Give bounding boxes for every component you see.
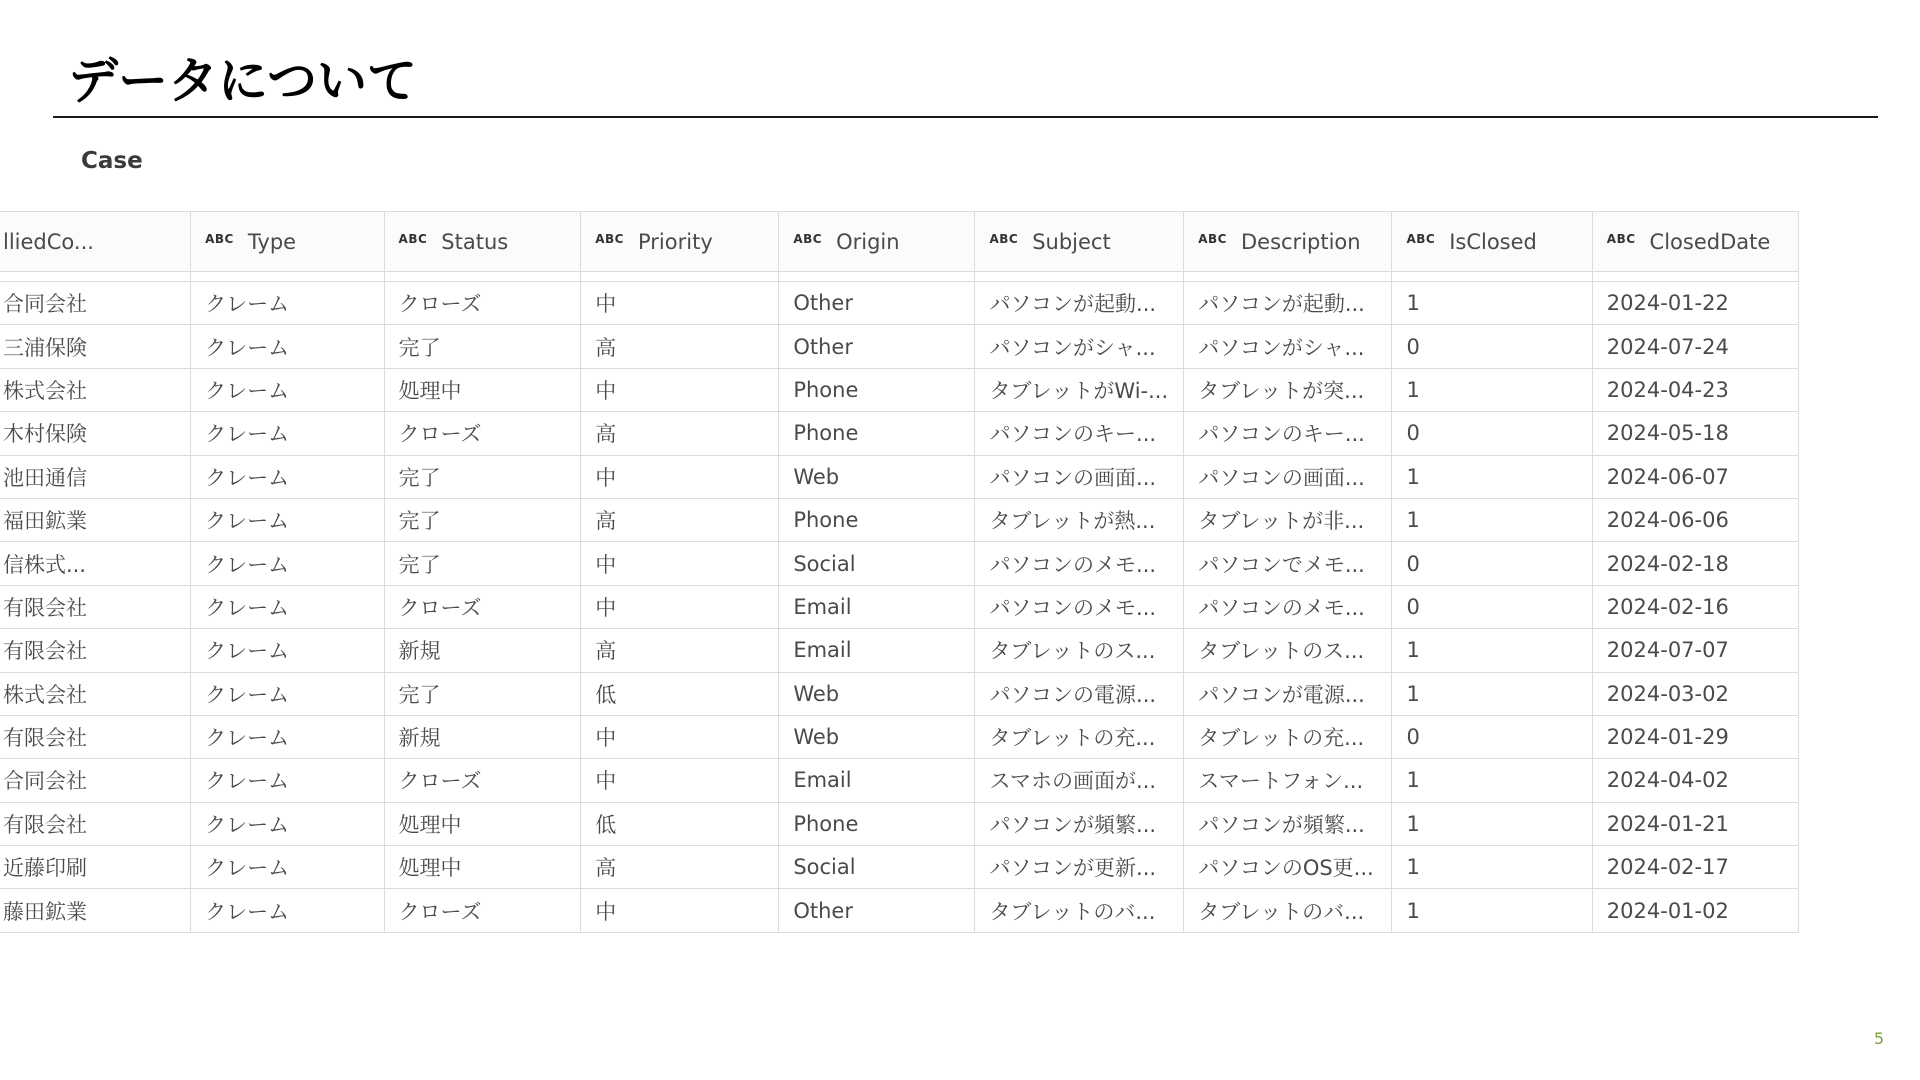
table-cell[interactable]: 中 bbox=[581, 455, 779, 498]
table-cell[interactable]: 処理中 bbox=[384, 368, 581, 411]
table-cell[interactable]: Social bbox=[779, 846, 975, 889]
table-cell[interactable]: 0 bbox=[1392, 585, 1592, 628]
table-cell[interactable]: タブレットが非... bbox=[1184, 498, 1392, 541]
table-caption: Case bbox=[81, 148, 143, 174]
text-type-icon: ABC bbox=[1198, 231, 1227, 246]
header-spacer bbox=[1392, 272, 1592, 282]
table-row[interactable] bbox=[0, 759, 1799, 802]
table-cell[interactable]: パソコンのOS更... bbox=[1184, 846, 1392, 889]
table-cell[interactable]: 処理中 bbox=[384, 802, 581, 845]
table-cell[interactable]: 0 bbox=[1392, 325, 1592, 368]
table-cell[interactable]: タブレットのバ... bbox=[975, 889, 1184, 932]
table-cell[interactable]: クレーム bbox=[191, 629, 384, 672]
table-cell[interactable]: パソコンのメモ... bbox=[975, 542, 1184, 585]
table-cell[interactable]: パソコンの画面... bbox=[975, 455, 1184, 498]
table-cell[interactable]: クレーム bbox=[191, 542, 384, 585]
column-header-4[interactable] bbox=[779, 212, 975, 272]
table-cell[interactable]: 近藤印刷 bbox=[0, 846, 191, 889]
table-cell[interactable]: 1 bbox=[1392, 368, 1592, 411]
table-cell[interactable]: クローズ bbox=[384, 585, 581, 628]
table-cell[interactable]: Phone bbox=[779, 498, 975, 541]
table-cell[interactable]: 2024-01-22 bbox=[1592, 282, 1798, 325]
text-type-icon: ABC bbox=[793, 231, 823, 246]
header-spacer bbox=[581, 272, 779, 282]
table-cell[interactable]: 1 bbox=[1392, 846, 1592, 889]
table-cell[interactable]: 株式会社 bbox=[0, 368, 191, 411]
table-cell[interactable]: Other bbox=[779, 325, 975, 368]
text-type-icon: ABC bbox=[595, 231, 624, 246]
table-cell[interactable]: パソコンが起動... bbox=[1184, 282, 1392, 325]
table-cell[interactable]: 完了 bbox=[384, 325, 581, 368]
column-header-label: Origin bbox=[836, 229, 900, 254]
column-header-label: IsClosed bbox=[1449, 229, 1537, 254]
table-cell[interactable]: 池田通信 bbox=[0, 455, 191, 498]
table-cell[interactable]: Phone bbox=[779, 412, 975, 455]
table-cell[interactable]: Email bbox=[779, 629, 975, 672]
table-cell[interactable]: パソコンのメモ... bbox=[975, 585, 1184, 628]
table-cell[interactable]: クレーム bbox=[191, 802, 384, 845]
table-cell[interactable]: 2024-07-07 bbox=[1592, 629, 1798, 672]
table-cell[interactable]: 1 bbox=[1392, 672, 1592, 715]
table-cell[interactable]: 高 bbox=[581, 629, 779, 672]
table-cell[interactable]: 1 bbox=[1392, 455, 1592, 498]
table-cell[interactable]: 低 bbox=[581, 802, 779, 845]
table-cell[interactable]: 2024-02-17 bbox=[1592, 846, 1798, 889]
table-cell[interactable]: Web bbox=[779, 455, 975, 498]
table-cell[interactable]: クローズ bbox=[384, 412, 581, 455]
header-spacer bbox=[975, 272, 1184, 282]
title-divider bbox=[53, 116, 1878, 118]
table-cell[interactable]: Web bbox=[779, 672, 975, 715]
table-cell[interactable]: 高 bbox=[581, 325, 779, 368]
table-cell[interactable]: パソコンがシャ... bbox=[1184, 325, 1392, 368]
table-cell[interactable]: 2024-01-21 bbox=[1592, 802, 1798, 845]
table-cell[interactable]: 合同会社 bbox=[0, 282, 191, 325]
table-cell[interactable]: クレーム bbox=[191, 325, 384, 368]
table-row[interactable] bbox=[0, 715, 1799, 758]
table-cell[interactable]: 2024-02-18 bbox=[1592, 542, 1798, 585]
table-cell[interactable]: パソコンの画面... bbox=[1184, 455, 1392, 498]
table-cell[interactable]: クレーム bbox=[191, 585, 384, 628]
text-type-icon: ABC bbox=[989, 231, 1019, 246]
table-cell[interactable]: Email bbox=[779, 585, 975, 628]
table-row[interactable] bbox=[0, 455, 1799, 498]
table-cell[interactable]: クローズ bbox=[384, 759, 581, 802]
column-header-1[interactable] bbox=[191, 212, 384, 272]
column-header-5[interactable] bbox=[975, 212, 1184, 272]
table-cell[interactable]: クレーム bbox=[191, 846, 384, 889]
table-cell[interactable]: Social bbox=[779, 542, 975, 585]
table-cell[interactable]: 低 bbox=[581, 672, 779, 715]
table-cell[interactable]: パソコンのメモ... bbox=[1184, 585, 1392, 628]
column-header-2[interactable] bbox=[384, 212, 581, 272]
table-row[interactable] bbox=[0, 802, 1799, 845]
table-cell[interactable]: 2024-01-02 bbox=[1592, 889, 1798, 932]
grid-body bbox=[0, 282, 1799, 933]
table-cell[interactable]: タブレットの充... bbox=[975, 715, 1184, 758]
table-cell[interactable]: 2024-06-06 bbox=[1592, 498, 1798, 541]
table-row[interactable] bbox=[0, 889, 1799, 932]
table-cell[interactable]: Email bbox=[779, 759, 975, 802]
table-cell[interactable]: 中 bbox=[581, 585, 779, 628]
table-row[interactable] bbox=[0, 542, 1799, 585]
table-cell[interactable]: 2024-07-24 bbox=[1592, 325, 1798, 368]
table-cell[interactable]: 新規 bbox=[384, 715, 581, 758]
table-cell[interactable]: Other bbox=[779, 889, 975, 932]
table-cell[interactable]: 高 bbox=[581, 846, 779, 889]
table-row[interactable] bbox=[0, 672, 1799, 715]
table-cell[interactable]: 有限会社 bbox=[0, 715, 191, 758]
data-grid-viewport[interactable] bbox=[3, 211, 1876, 948]
table-cell[interactable]: 1 bbox=[1392, 802, 1592, 845]
table-cell[interactable]: 信株式... bbox=[0, 542, 191, 585]
table-cell[interactable]: 有限会社 bbox=[0, 585, 191, 628]
header-spacer bbox=[1184, 272, 1392, 282]
table-cell[interactable]: 処理中 bbox=[384, 846, 581, 889]
table-cell[interactable]: 1 bbox=[1392, 498, 1592, 541]
text-type-icon: ABC bbox=[398, 231, 428, 246]
table-cell[interactable]: 0 bbox=[1392, 715, 1592, 758]
table-cell[interactable]: タブレットが突... bbox=[1184, 368, 1392, 411]
table-cell[interactable]: 2024-06-07 bbox=[1592, 455, 1798, 498]
table-row[interactable] bbox=[0, 629, 1799, 672]
table-cell[interactable]: タブレットがWi-... bbox=[975, 368, 1184, 411]
column-header-label: Status bbox=[441, 229, 509, 254]
table-cell[interactable]: クレーム bbox=[191, 672, 384, 715]
table-cell[interactable]: 2024-03-02 bbox=[1592, 672, 1798, 715]
header-spacer bbox=[384, 272, 581, 282]
table-row[interactable] bbox=[0, 498, 1799, 541]
table-cell[interactable]: タブレットのス... bbox=[975, 629, 1184, 672]
table-cell[interactable]: 1 bbox=[1392, 629, 1592, 672]
column-header-3[interactable] bbox=[581, 212, 779, 272]
table-cell[interactable]: パソコンがシャ... bbox=[975, 325, 1184, 368]
table-cell[interactable]: 福田鉱業 bbox=[0, 498, 191, 541]
table-cell[interactable]: Phone bbox=[779, 368, 975, 411]
column-header-label: ClosedDate bbox=[1649, 229, 1771, 254]
table-cell[interactable]: Web bbox=[779, 715, 975, 758]
table-cell[interactable]: 中 bbox=[581, 368, 779, 411]
table-cell[interactable]: スマートフォン... bbox=[1184, 759, 1392, 802]
table-cell[interactable]: パソコンが頻繁... bbox=[1184, 802, 1392, 845]
table-cell[interactable]: 2024-04-23 bbox=[1592, 368, 1798, 411]
table-cell[interactable]: パソコンが電源... bbox=[1184, 672, 1392, 715]
table-cell[interactable]: タブレットが熱... bbox=[975, 498, 1184, 541]
table-cell[interactable]: パソコンのキー... bbox=[1184, 412, 1392, 455]
grid-header bbox=[0, 212, 1799, 282]
table-cell[interactable]: 1 bbox=[1392, 759, 1592, 802]
table-cell[interactable]: クローズ bbox=[384, 282, 581, 325]
column-header-label: lliedCo... bbox=[3, 229, 94, 254]
data-grid bbox=[0, 211, 1799, 933]
table-cell[interactable]: Phone bbox=[779, 802, 975, 845]
table-cell[interactable]: 完了 bbox=[384, 498, 581, 541]
table-cell[interactable]: 完了 bbox=[384, 455, 581, 498]
table-cell[interactable]: パソコンが起動... bbox=[975, 282, 1184, 325]
table-cell[interactable]: 完了 bbox=[384, 672, 581, 715]
column-header-label: Priority bbox=[638, 229, 713, 254]
text-type-icon: ABC bbox=[205, 231, 234, 246]
table-cell[interactable]: 中 bbox=[581, 282, 779, 325]
table-row[interactable] bbox=[0, 282, 1799, 325]
header-spacer bbox=[779, 272, 975, 282]
table-cell[interactable]: 新規 bbox=[384, 629, 581, 672]
table-cell[interactable]: クレーム bbox=[191, 889, 384, 932]
table-row[interactable] bbox=[0, 846, 1799, 889]
table-cell[interactable]: パソコンが頻繁... bbox=[975, 802, 1184, 845]
table-cell[interactable]: クローズ bbox=[384, 889, 581, 932]
table-cell[interactable]: 2024-01-29 bbox=[1592, 715, 1798, 758]
table-cell[interactable]: 2024-04-02 bbox=[1592, 759, 1798, 802]
table-cell[interactable]: クレーム bbox=[191, 368, 384, 411]
table-cell[interactable]: Other bbox=[779, 282, 975, 325]
table-cell[interactable]: 2024-05-18 bbox=[1592, 412, 1798, 455]
table-cell[interactable]: タブレットの充... bbox=[1184, 715, 1392, 758]
table-cell[interactable]: 高 bbox=[581, 412, 779, 455]
table-cell[interactable]: 中 bbox=[581, 715, 779, 758]
table-cell[interactable]: 木村保険 bbox=[0, 412, 191, 455]
table-cell[interactable]: 合同会社 bbox=[0, 759, 191, 802]
table-cell[interactable]: タブレットのス... bbox=[1184, 629, 1392, 672]
table-row[interactable] bbox=[0, 412, 1799, 455]
table-cell[interactable]: クレーム bbox=[191, 715, 384, 758]
column-header-8[interactable] bbox=[1592, 212, 1798, 272]
header-spacer bbox=[1592, 272, 1798, 282]
table-cell[interactable]: パソコンの電源... bbox=[975, 672, 1184, 715]
table-cell[interactable]: 1 bbox=[1392, 282, 1592, 325]
header-spacer bbox=[191, 272, 384, 282]
column-header-label: Type bbox=[247, 229, 297, 254]
table-cell[interactable]: クレーム bbox=[191, 759, 384, 802]
column-header-7[interactable] bbox=[1392, 212, 1592, 272]
text-type-icon: ABC bbox=[1406, 231, 1436, 246]
table-row[interactable] bbox=[0, 325, 1799, 368]
table-cell[interactable]: クレーム bbox=[191, 498, 384, 541]
table-cell[interactable]: 藤田鉱業 bbox=[0, 889, 191, 932]
table-row[interactable] bbox=[0, 585, 1799, 628]
table-cell[interactable]: スマホの画面が... bbox=[975, 759, 1184, 802]
table-cell[interactable]: クレーム bbox=[191, 455, 384, 498]
table-cell[interactable]: 有限会社 bbox=[0, 629, 191, 672]
table-cell[interactable]: パソコンのキー... bbox=[975, 412, 1184, 455]
table-cell[interactable]: クレーム bbox=[191, 282, 384, 325]
column-header-0[interactable] bbox=[0, 212, 191, 272]
table-cell[interactable]: パソコンでメモ... bbox=[1184, 542, 1392, 585]
table-cell[interactable]: 0 bbox=[1392, 412, 1592, 455]
table-cell[interactable]: 高 bbox=[581, 498, 779, 541]
table-cell[interactable]: 中 bbox=[581, 759, 779, 802]
table-row[interactable] bbox=[0, 368, 1799, 411]
table-cell[interactable]: 2024-02-16 bbox=[1592, 585, 1798, 628]
table-cell[interactable]: パソコンが更新... bbox=[975, 846, 1184, 889]
slide-title: データについて bbox=[68, 52, 417, 110]
table-cell[interactable]: 中 bbox=[581, 889, 779, 932]
column-header-label: Subject bbox=[1032, 229, 1111, 254]
table-cell[interactable]: 1 bbox=[1392, 889, 1592, 932]
table-cell[interactable]: タブレットのバ... bbox=[1184, 889, 1392, 932]
table-cell[interactable]: 中 bbox=[581, 542, 779, 585]
table-cell[interactable]: 0 bbox=[1392, 542, 1592, 585]
column-header-6[interactable] bbox=[1184, 212, 1392, 272]
text-type-icon: ABC bbox=[1606, 231, 1636, 246]
table-cell[interactable]: 株式会社 bbox=[0, 672, 191, 715]
table-cell[interactable]: 完了 bbox=[384, 542, 581, 585]
column-header-label: Description bbox=[1240, 229, 1361, 254]
header-spacer bbox=[0, 272, 191, 282]
table-cell[interactable]: クレーム bbox=[191, 412, 384, 455]
page-number: 5 bbox=[1873, 1029, 1884, 1048]
table-cell[interactable]: 有限会社 bbox=[0, 802, 191, 845]
table-cell[interactable]: 三浦保険 bbox=[0, 325, 191, 368]
